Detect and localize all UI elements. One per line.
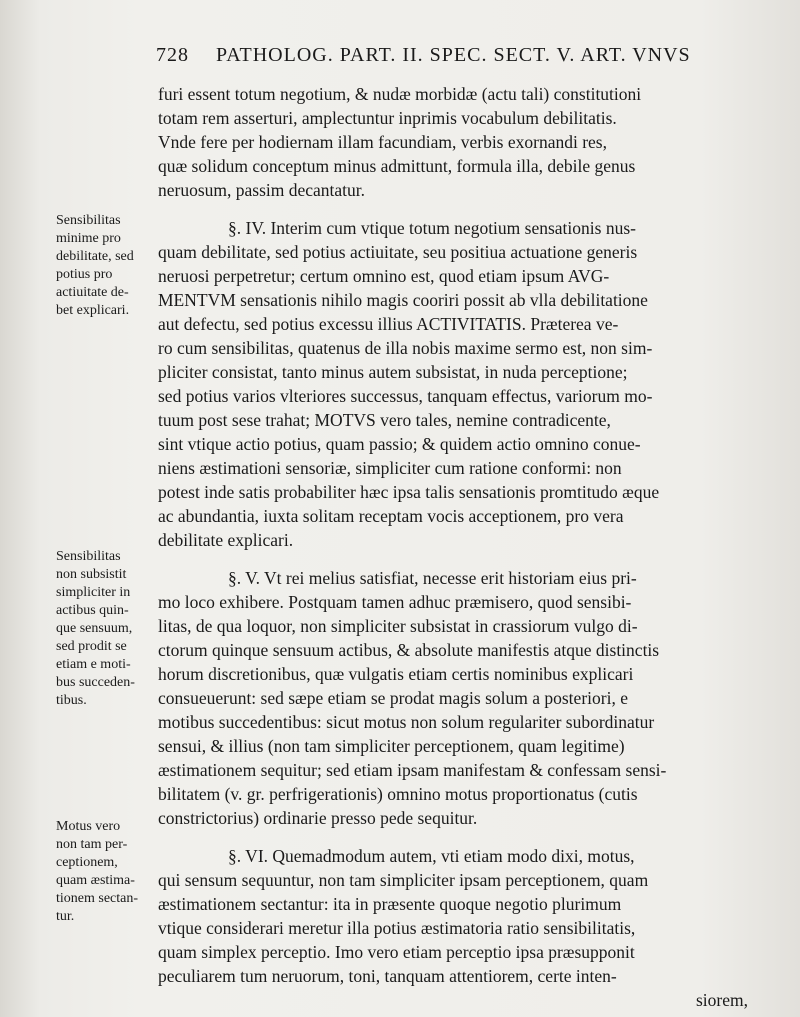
- text-line: §. V. Vt rei melius satisfiat, necesse erit historiam eius pri-: [228, 568, 637, 588]
- text-line: constrictorius) ordinarie presso pede sequitur.: [158, 808, 478, 828]
- margin-note-line: simpliciter in: [56, 585, 131, 600]
- text-line: quæ solidum conceptum minus admittunt, formula illa, debile genus: [158, 156, 636, 176]
- margin-note-line: debilitate, sed: [56, 249, 134, 264]
- paragraph-section-5: [158, 566, 748, 830]
- text-line: motibus succedentibus: sicut motus non solum regulariter subordinatur: [158, 712, 655, 732]
- margin-note-line: tur.: [56, 909, 75, 924]
- running-header: [156, 44, 756, 74]
- text-line: vtique considerari meretur illa potius æstimatoria ratio sensibilitatis,: [158, 918, 636, 938]
- text-line: æstimationem sequitur; sed etiam ipsam manifestam & confessam sensi-: [158, 760, 667, 780]
- margin-note-line: bus succeden-: [56, 675, 135, 690]
- text-line: furi essent totum negotium, & nudæ morbidæ (actu tali) constitutioni: [158, 84, 642, 104]
- text-line: ac abundantia, iuxta solitam receptam vocis acceptionem, pro vera: [158, 506, 624, 526]
- margin-note-line: minime pro: [56, 231, 121, 246]
- text-line: siorem,: [695, 990, 748, 1010]
- text-line: mo loco exhibere. Postquam tamen adhuc præmisero, quod sensibi-: [158, 592, 632, 612]
- margin-note-line: actiuitate de-: [56, 285, 129, 300]
- margin-note-line: Motus vero: [56, 819, 121, 834]
- margin-note: [56, 818, 156, 926]
- text-line: Vnde fere per hodiernam illam facundiam, verbis exornandi res,: [158, 132, 607, 152]
- margin-note-line: bet explicari.: [56, 303, 130, 318]
- margin-note: [56, 212, 156, 320]
- text-line: horum discretionibus, quæ vulgatis etiam certis nominibus explicari: [158, 664, 634, 684]
- margin-note: [56, 548, 156, 710]
- text-line: neruosum, passim decantatur.: [158, 180, 366, 200]
- text-line: sensui, & illius (non tam simpliciter perceptionem, quam legitime): [158, 736, 625, 756]
- paragraph-continuation: [158, 82, 748, 202]
- text-line: bilitatem (v. gr. perfrigerationis) omnino motus proportionatus (cutis: [158, 784, 638, 804]
- text-line: ctorum quinque sensuum actibus, & absolute manifestis atque distinctis: [158, 640, 660, 660]
- text-line: aut defectu, sed potius excessu illius ACTIVITATIS. Præterea ve-: [158, 314, 619, 334]
- margin-note-line: tionem sectan-: [56, 891, 139, 906]
- text-line: quam debilitate, sed potius actiuitate, seu positiua actuatione generis: [158, 242, 638, 262]
- margin-note-line: Sensibilitas: [56, 213, 121, 228]
- text-line: potest inde satis probabiliter hæc ipsa talis sensationis promtitudo æque: [158, 482, 660, 502]
- text-line: niens æstimationi sensoriæ, simpliciter cum ratione conformi: non: [158, 458, 622, 478]
- margin-note-line: potius pro: [56, 267, 113, 282]
- margin-note-line: sed prodit se: [56, 639, 127, 654]
- text-line: totam rem asserturi, amplectuntur inprimis vocabulum debilitatis.: [158, 108, 617, 128]
- text-line: §. IV. Interim cum vtique totum negotium sensationis nus-: [228, 218, 636, 238]
- margin-note-line: etiam e moti-: [56, 657, 131, 672]
- paragraph-section-6: [158, 844, 748, 1012]
- margin-note-line: Sensibilitas: [56, 549, 121, 564]
- text-line: consueuerunt: sed sæpe etiam se prodat magis solum a posteriori, e: [158, 688, 628, 708]
- margin-note-line: non tam per-: [56, 837, 128, 852]
- margin-note-line: quam æstima-: [56, 873, 135, 888]
- text-line: æstimationem sectantur: ita in præsente quoque negotio plurimum: [158, 894, 622, 914]
- text-line: debilitate explicari.: [158, 530, 294, 550]
- text-line: §. VI. Quemadmodum autem, vti etiam modo dixi, motus,: [228, 846, 635, 866]
- text-line: tuum post sese trahat; MOTVS vero tales, nemine contradicente,: [158, 410, 611, 430]
- text-line: litas, de qua loquor, non simpliciter subsistat in crassiorum vulgo di-: [158, 616, 638, 636]
- text-line: MENTVM sensationis nihilo magis cooriri possit ab vlla debilitatione: [158, 290, 648, 310]
- margin-note-line: non subsistit: [56, 567, 127, 582]
- text-line: sed potius varios vlteriores successus, tanquam effectus, variorum mo-: [158, 386, 653, 406]
- running-title: PATHOLOG. PART. II. SPEC. SECT. V. ART. VNVS: [216, 44, 691, 66]
- text-line: ro cum sensibilitas, quatenus de illa nobis maxime sermo est, non sim-: [158, 338, 653, 358]
- margin-note-line: que sensuum,: [56, 621, 133, 636]
- margin-note-line: ceptionem,: [56, 855, 118, 870]
- text-line: pliciter consistat, tanto minus autem subsistat, in nuda perceptione;: [158, 362, 628, 382]
- paragraph-section-4: [158, 216, 748, 552]
- margin-note-line: tibus.: [56, 693, 87, 708]
- text-line: neruosi perpetretur; certum omnino est, quod etiam ipsum AVG-: [158, 266, 610, 286]
- text-line: peculiarem tum neruorum, toni, tanquam attentiorem, certe inten-: [158, 966, 617, 986]
- text-line: quam simplex perceptio. Imo vero etiam perceptio ipsa præsupponit: [158, 942, 635, 962]
- text-line: sint vtique actio potius, quam passio; & quidem actio omnino conue-: [158, 434, 641, 454]
- page-number: 728: [156, 44, 189, 66]
- main-text: [158, 82, 748, 1012]
- text-line: qui sensum sequuntur, non tam simpliciter ipsam perceptionem, quam: [158, 870, 649, 890]
- margin-note-line: actibus quin-: [56, 603, 129, 618]
